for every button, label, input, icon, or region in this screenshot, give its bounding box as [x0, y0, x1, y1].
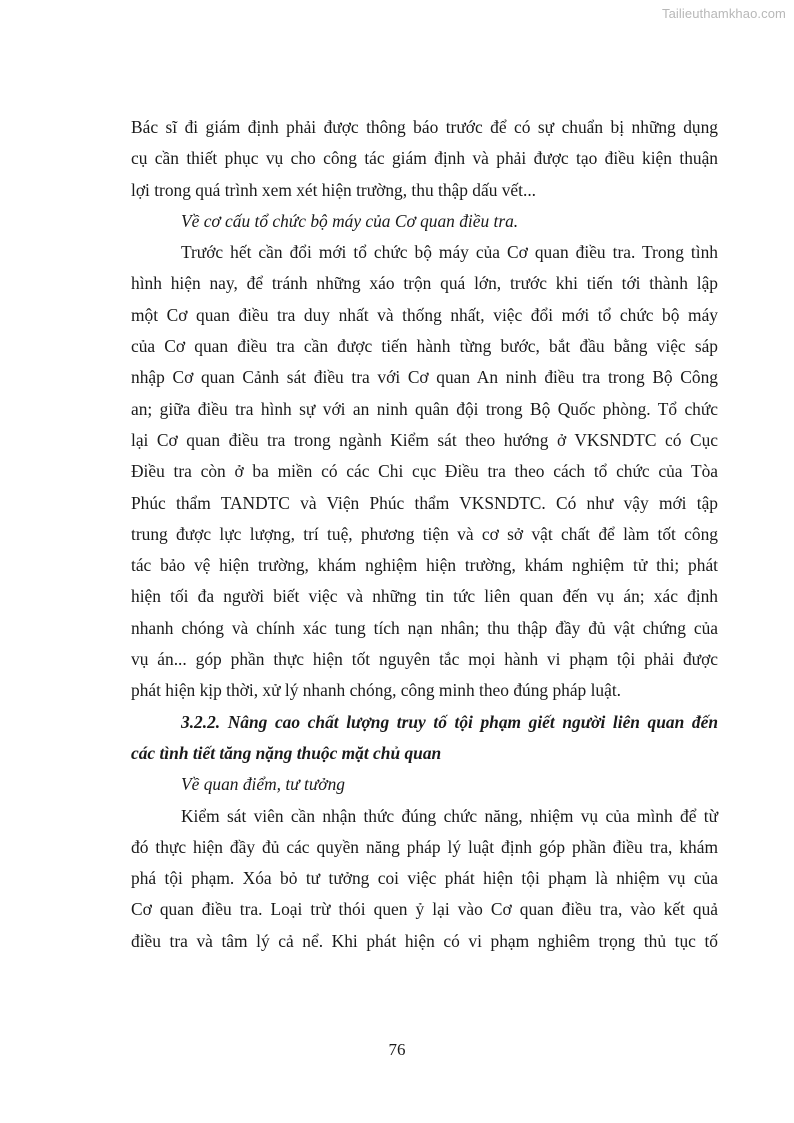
text-line: của Cơ quan điều tra cần được tiến hành từng bước, bắt đầu bằng việc sáp: [131, 336, 718, 357]
text-line: phát hiện kịp thời, xử lý nhanh chóng, công minh theo đúng pháp luật.: [131, 680, 622, 701]
text-line: Điều tra còn ở ba miền có các Chi cục Điều tra theo cách tổ chức của Tòa: [131, 461, 718, 482]
text-line: hình hiện nay, để tránh những xáo trộn quá lớn, trước khi tiến tới thành lập: [131, 273, 718, 294]
text-line: Phúc thẩm TANDTC và Viện Phúc thẩm VKSNDTC. Có như vậy mới tập: [131, 492, 718, 513]
text-line: trung được lực lượng, trí tuệ, phương tiện và cơ sở vật chất để làm tốt công: [131, 523, 718, 544]
text-line: vụ án... góp phần thực hiện tốt nguyên tắc mọi hành vi phạm tội phải được: [131, 649, 718, 670]
text-line: tác bảo vệ hiện trường, khám nghiệm hiện trường, khám nghiệm tử thi; phát: [131, 555, 718, 576]
subheading-organization: Về cơ cấu tổ chức bộ máy của Cơ quan điều tra.: [181, 210, 519, 231]
text-line: Bác sĩ đi giám định phải được thông báo trước để có sự chuẩn bị những dụng: [131, 117, 718, 137]
subheading-viewpoint: Về quan điểm, tư tưởng: [181, 774, 345, 795]
text-line: hiện tối đa người biết việc và những tin tức liên quan đến vụ án; xác định: [131, 586, 718, 607]
section-heading: 3.2.2. Nâng cao chất lượng truy tố tội phạm giết người liên quan đến: [181, 711, 718, 732]
text-line: nhanh chóng và chính xác tung tích nạn nhân; thu thập đầy đủ vật chứng của: [131, 617, 718, 638]
page-body: [131, 112, 718, 957]
section-heading-continued: các tình tiết tăng nặng thuộc mặt chủ quan: [131, 742, 442, 763]
text-line: Cơ quan điều tra. Loại trừ thói quen ỷ lại vào Cơ quan điều tra, vào kết quả: [131, 899, 718, 920]
text-line: phá tội phạm. Xóa bỏ tư tưởng coi việc phát hiện tội phạm là nhiệm vụ của: [131, 868, 718, 889]
text-line: đó thực hiện đầy đủ các quyền năng pháp lý luật định góp phần điều tra, khám: [131, 836, 718, 857]
text-line: Kiểm sát viên cần nhận thức đúng chức năng, nhiệm vụ của mình để từ: [181, 805, 718, 826]
text-line: điều tra và tâm lý cả nể. Khi phát hiện có vi phạm nghiêm trọng thủ tục tố: [131, 930, 718, 951]
watermark: Tailieuthamkhao.com: [661, 6, 786, 21]
text-line: nhập Cơ quan Cảnh sát điều tra với Cơ quan An ninh điều tra trong Bộ Công: [131, 367, 718, 388]
text-line: an; giữa điều tra hình sự với an ninh quân đội trong Bộ Quốc phòng. Tổ chức: [131, 398, 718, 419]
text-line: cụ cần thiết phục vụ cho công tác giám định và phải được tạo điều kiện thuận: [131, 148, 718, 169]
page-number: 76: [388, 1040, 406, 1059]
text-line: lợi trong quá trình xem xét hiện trường, thu thập dấu vết...: [131, 179, 537, 200]
text-line: Trước hết cần đổi mới tổ chức bộ máy của Cơ quan điều tra. Trong tình: [181, 242, 718, 263]
text-line: lại Cơ quan điều tra trong ngành Kiểm sát theo hướng ở VKSNDTC có Cục: [131, 429, 718, 450]
text-line: một Cơ quan điều tra duy nhất và thống nhất, việc đổi mới tổ chức bộ máy: [131, 304, 718, 325]
